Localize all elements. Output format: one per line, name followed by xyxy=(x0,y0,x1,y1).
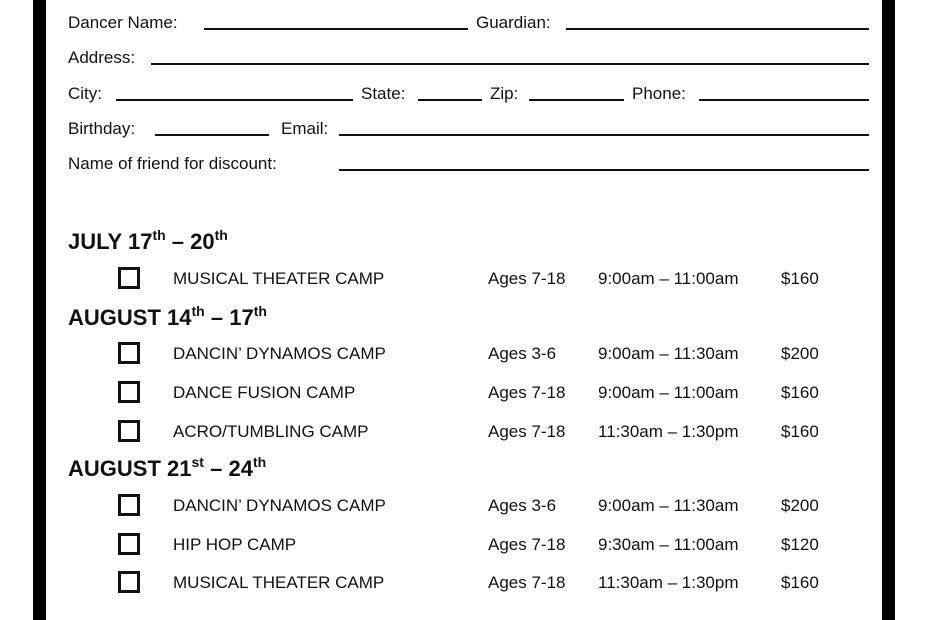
session-start-suffix: st xyxy=(191,454,204,470)
camp-price: $160 xyxy=(781,573,819,592)
session-end-suffix: th xyxy=(214,227,228,243)
guardian-label: Guardian: xyxy=(476,13,551,32)
email-label: Email: xyxy=(281,119,329,138)
session-heading xyxy=(68,305,267,331)
camp-row xyxy=(0,417,930,447)
session-start-day: 17 xyxy=(127,229,153,254)
camp-name: DANCE FUSION CAMP xyxy=(173,383,356,402)
zip-label: Zip: xyxy=(490,84,519,103)
camp-ages: Ages 7-18 xyxy=(488,573,566,592)
camp-checkbox[interactable] xyxy=(118,571,140,593)
session-month: AUGUST xyxy=(68,305,161,330)
session-month: AUGUST xyxy=(68,456,161,481)
camp-row xyxy=(0,378,930,408)
camp-checkbox[interactable] xyxy=(118,342,140,364)
state-label: State: xyxy=(361,84,406,103)
address-field[interactable] xyxy=(151,63,869,65)
camp-checkbox[interactable] xyxy=(118,381,140,403)
camp-row xyxy=(0,339,930,369)
camp-time: 9:30am – 11:00am xyxy=(598,535,739,554)
page-border-left xyxy=(33,0,46,620)
dancer-name-field[interactable] xyxy=(204,28,468,30)
camp-name: DANCIN’ DYNAMOS CAMP xyxy=(173,496,386,515)
friend-discount-label: Name of friend for discount: xyxy=(68,154,277,173)
camp-name: MUSICAL THEATER CAMP xyxy=(173,269,385,288)
camp-checkbox[interactable] xyxy=(118,420,140,442)
camp-time: 9:00am – 11:30am xyxy=(598,496,739,515)
camp-row xyxy=(0,530,930,560)
session-end-day: 20 xyxy=(190,229,215,254)
birthday-label: Birthday: xyxy=(68,119,136,138)
city-field[interactable] xyxy=(116,99,353,101)
session-start-day: 21 xyxy=(167,456,192,481)
session-start-day: 14 xyxy=(167,305,192,330)
camp-ages: Ages 7-18 xyxy=(488,535,566,554)
camp-name: MUSICAL THEATER CAMP xyxy=(173,573,385,592)
session-end-day: 24 xyxy=(228,456,253,481)
camp-checkbox[interactable] xyxy=(118,494,140,516)
email-field[interactable] xyxy=(339,134,869,136)
friend-discount-field[interactable] xyxy=(339,169,869,171)
session-heading xyxy=(68,229,228,255)
camp-name: DANCIN’ DYNAMOS CAMP xyxy=(173,344,386,363)
camp-checkbox[interactable] xyxy=(118,533,140,555)
camp-time: 11:30am – 1:30pm xyxy=(598,422,739,441)
guardian-field[interactable] xyxy=(566,28,869,30)
camp-row xyxy=(0,568,930,598)
session-end-suffix: th xyxy=(252,454,267,470)
session-heading xyxy=(68,456,266,482)
camp-ages: Ages 3-6 xyxy=(488,496,557,515)
session-end-suffix: th xyxy=(253,303,267,319)
camp-row xyxy=(0,491,930,521)
camp-checkbox[interactable] xyxy=(118,267,140,289)
session-dash: – xyxy=(210,305,224,330)
camp-ages: Ages 3-6 xyxy=(488,344,557,363)
camp-price: $160 xyxy=(781,422,819,441)
zip-field[interactable] xyxy=(529,99,624,101)
camp-time: 11:30am – 1:30pm xyxy=(598,573,739,592)
session-dash: – xyxy=(171,229,185,254)
camp-time: 9:00am – 11:30am xyxy=(598,344,739,363)
birthday-field[interactable] xyxy=(155,134,269,136)
camp-price: $200 xyxy=(781,344,819,363)
camp-ages: Ages 7-18 xyxy=(488,422,566,441)
state-field[interactable] xyxy=(418,99,482,101)
camp-name: HIP HOP CAMP xyxy=(173,535,297,554)
camp-price: $200 xyxy=(781,496,819,515)
session-month: JULY xyxy=(68,229,122,254)
camp-ages: Ages 7-18 xyxy=(488,269,566,288)
dancer-name-label: Dancer Name: xyxy=(68,13,178,32)
camp-time: 9:00am – 11:00am xyxy=(598,269,739,288)
camp-price: $160 xyxy=(781,269,819,288)
session-end-day: 17 xyxy=(229,305,254,330)
camp-name: ACRO/TUMBLING CAMP xyxy=(173,422,369,441)
camp-ages: Ages 7-18 xyxy=(488,383,566,402)
camp-row xyxy=(0,264,930,294)
city-label: City: xyxy=(68,84,102,103)
session-start-suffix: th xyxy=(152,227,166,243)
phone-label: Phone: xyxy=(632,84,686,103)
phone-field[interactable] xyxy=(699,99,869,101)
page-border-right xyxy=(882,0,895,620)
camp-price: $160 xyxy=(781,383,819,402)
session-dash: – xyxy=(210,456,223,481)
camp-price: $120 xyxy=(781,535,819,554)
session-start-suffix: th xyxy=(191,303,205,319)
camp-time: 9:00am – 11:00am xyxy=(598,383,739,402)
address-label: Address: xyxy=(68,48,136,67)
